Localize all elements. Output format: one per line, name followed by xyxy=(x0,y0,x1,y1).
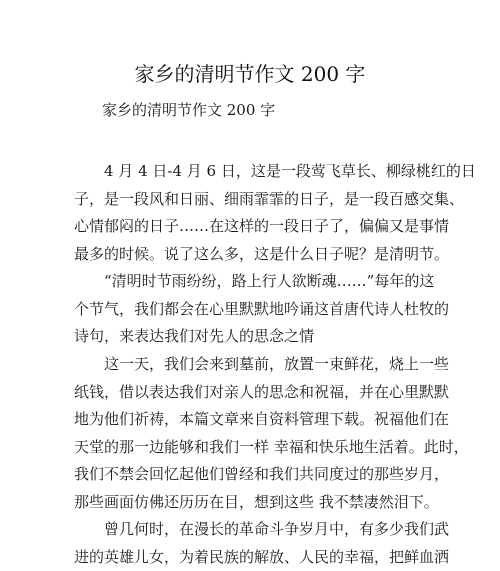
paragraph-line: 个节气，我们都会在心里默默地吟诵这首唐代诗人杜牧的 xyxy=(74,299,450,318)
paragraph-line: 那些画面仿佛还历历在目，想到这些 我不禁凄然泪下。 xyxy=(74,492,439,511)
paragraph-2 xyxy=(74,268,450,351)
paragraph-line: “清明时节雨纷纷，路上行人欲断魂……”每年的这 xyxy=(74,272,435,290)
paragraph-line: 曾几何时，在漫长的革命斗争岁月中，有多少我们武 xyxy=(74,520,450,538)
subtitle: 家乡的清明节作文 200 字 xyxy=(102,101,276,119)
paragraph-line: 最多的时候。说了这么多，这是什么日子呢？是清明节。 xyxy=(74,244,450,263)
paragraph-line: 我们不禁会回忆起他们曾经和我们共同度过的那些岁月， xyxy=(74,465,450,484)
paragraph-line: 地为他们祈祷，本篇文章来自资料管理下载。祝福他们在 xyxy=(74,410,450,429)
paragraph-line: 纸钱，借以表达我们对亲人的思念和祝福，并在心里默默 xyxy=(74,382,450,401)
paragraph-line: 诗句，来表达我们对先人的思念之情 xyxy=(74,327,315,346)
paragraph-line: 子，是一段风和日丽、细雨霏霏的日子，是一段百感交集、 xyxy=(74,189,465,208)
paragraph-line: 天堂的那一边能够和我们一样 幸福和快乐地生活着。此时， xyxy=(74,437,469,456)
paragraph-3 xyxy=(74,351,469,517)
page-title: 家乡的清明节作文 200 字 xyxy=(134,62,366,86)
paragraph-1 xyxy=(74,158,476,268)
paragraph-line: 进的英雄儿女，为着民族的解放、人民的幸福，把鲜血洒 xyxy=(74,547,450,566)
paragraph-4 xyxy=(74,516,450,571)
paragraph-line: 心情郁闷的日子……在这样的一段日子了，偏偏又是事情 xyxy=(74,217,450,236)
paragraph-line: 这一天，我们会来到墓前，放置一束鲜花，烧上一些 xyxy=(74,355,450,373)
paragraph-line: 4 月 4 日-4 月 6 日，这是一段莺飞草长、柳绿桃红的日 xyxy=(74,162,476,180)
